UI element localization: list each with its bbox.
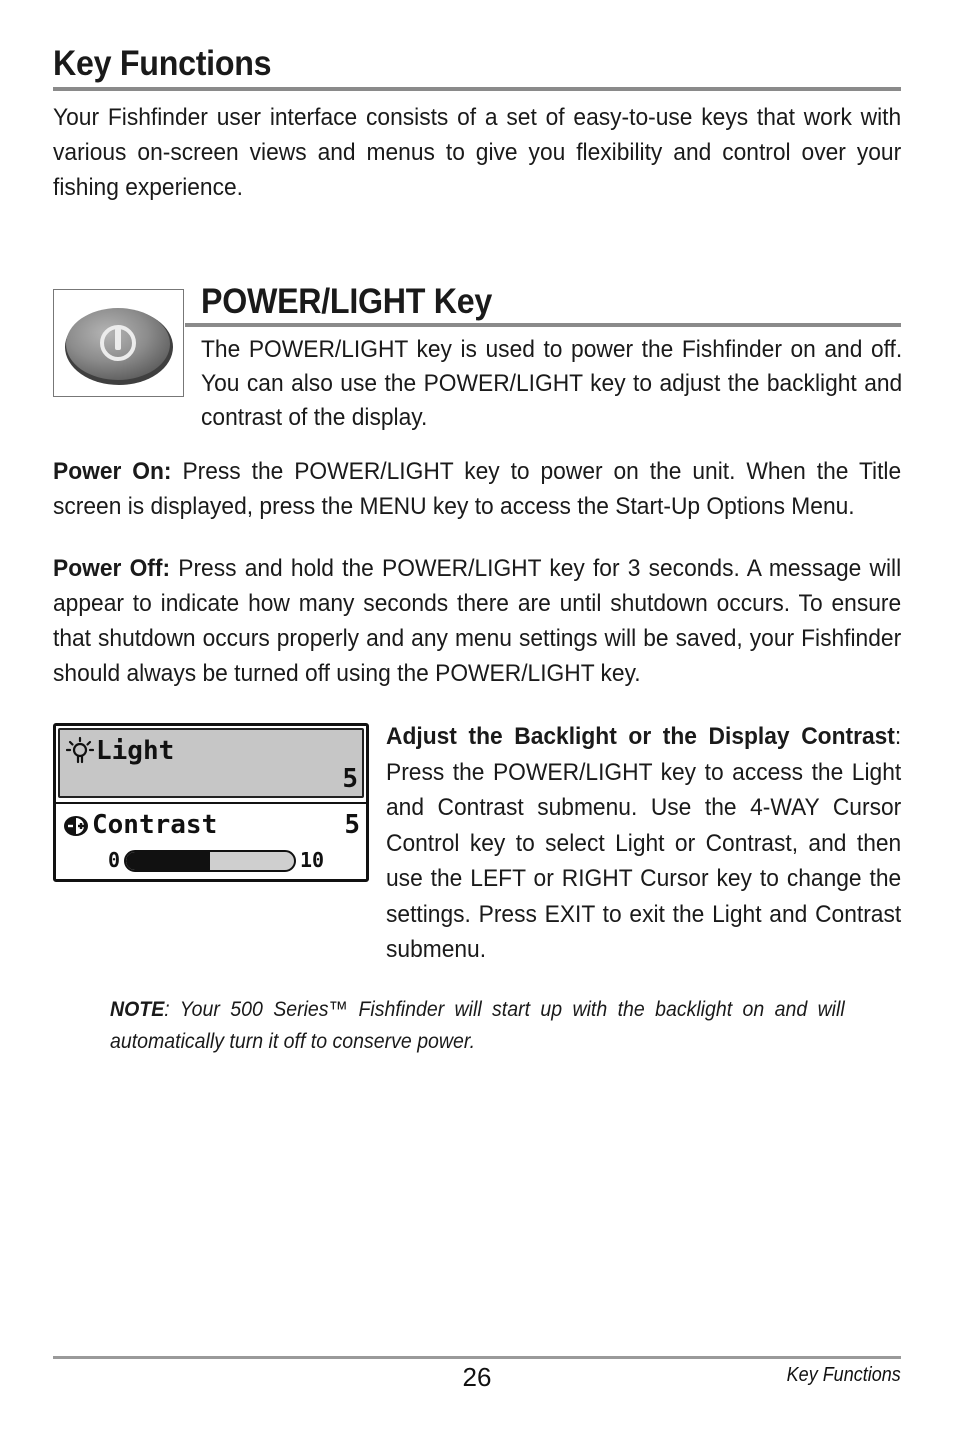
manual-page [53,0,901,1431]
note-paragraph [110,994,845,1058]
power-off-paragraph [53,551,901,691]
section-title: Key Functions [53,44,272,83]
adjust-label: Adjust the Backlight or the Display Contrast [386,723,895,750]
intro-paragraph: Your Fishfinder user interface consists of a set of easy-to-use keys that work with various on-screen views and menus to give you flexibility and control over your fishing experience. [53,104,902,201]
light-contrast-submenu-image [53,723,369,882]
light-row [58,728,364,798]
power-off-text: Press and hold the POWER/LIGHT key for 3 seconds. A message will appear to indicate how many seconds there are until shutdown occurs. To ensure that shutdown occurs properly and any menu settings will be saved, your Fishfinder should always be turned off using the POWER/LIGHT key. [53,555,902,687]
adjust-text: Press the POWER/LIGHT key to access the Light and Contrast submenu. Use the 4-WAY Cursor Control key to select Light or Contrast, and then use the LEFT or RIGHT Cursor key to change the settings. Press EXIT to exit the Light and Contrast submenu. [386,758,902,963]
light-value: 5 [342,764,358,794]
contrast-max-label: 10 [300,848,325,872]
title-rule [53,87,901,91]
contrast-slider-fill [126,852,210,870]
contrast-value: 5 [344,810,360,840]
power-icon [62,300,176,388]
power-on-text: Press the POWER/LIGHT key to power on the unit. When the Title screen is displayed, press the MENU key to access the Start-Up Options Menu. [53,458,902,520]
bulb-icon [66,736,94,766]
power-on-label: Power On: [53,458,172,485]
power-off-label: Power Off: [53,555,171,582]
contrast-icon [62,814,90,838]
note-label: NOTE [110,998,165,1021]
power-light-description: The POWER/LIGHT key is used to power the Fishfinder on and off. You can also use the POWER/LIGHT key to adjust the backlight and contrast of the display. [201,336,903,431]
page-number: 26 [462,1362,492,1392]
contrast-min-label: 0 [108,848,121,872]
contrast-label: Contrast [92,810,218,840]
footer-section-label: Key Functions [786,1364,901,1386]
lcd-separator [56,802,366,804]
contrast-slider [124,850,296,872]
power-key-image [53,289,184,397]
footer-rule [53,1356,901,1359]
adjust-colon: : [894,723,902,750]
power-on-paragraph [53,454,901,524]
subtitle-rule [185,323,901,327]
note-text: : Your 500 Series™ Fishfinder will start up with the backlight on and will automatically turn it off to conserve power. [110,998,845,1053]
light-label: Light [96,736,175,766]
power-light-title: POWER/LIGHT Key [201,282,493,321]
adjust-paragraph [386,719,901,968]
